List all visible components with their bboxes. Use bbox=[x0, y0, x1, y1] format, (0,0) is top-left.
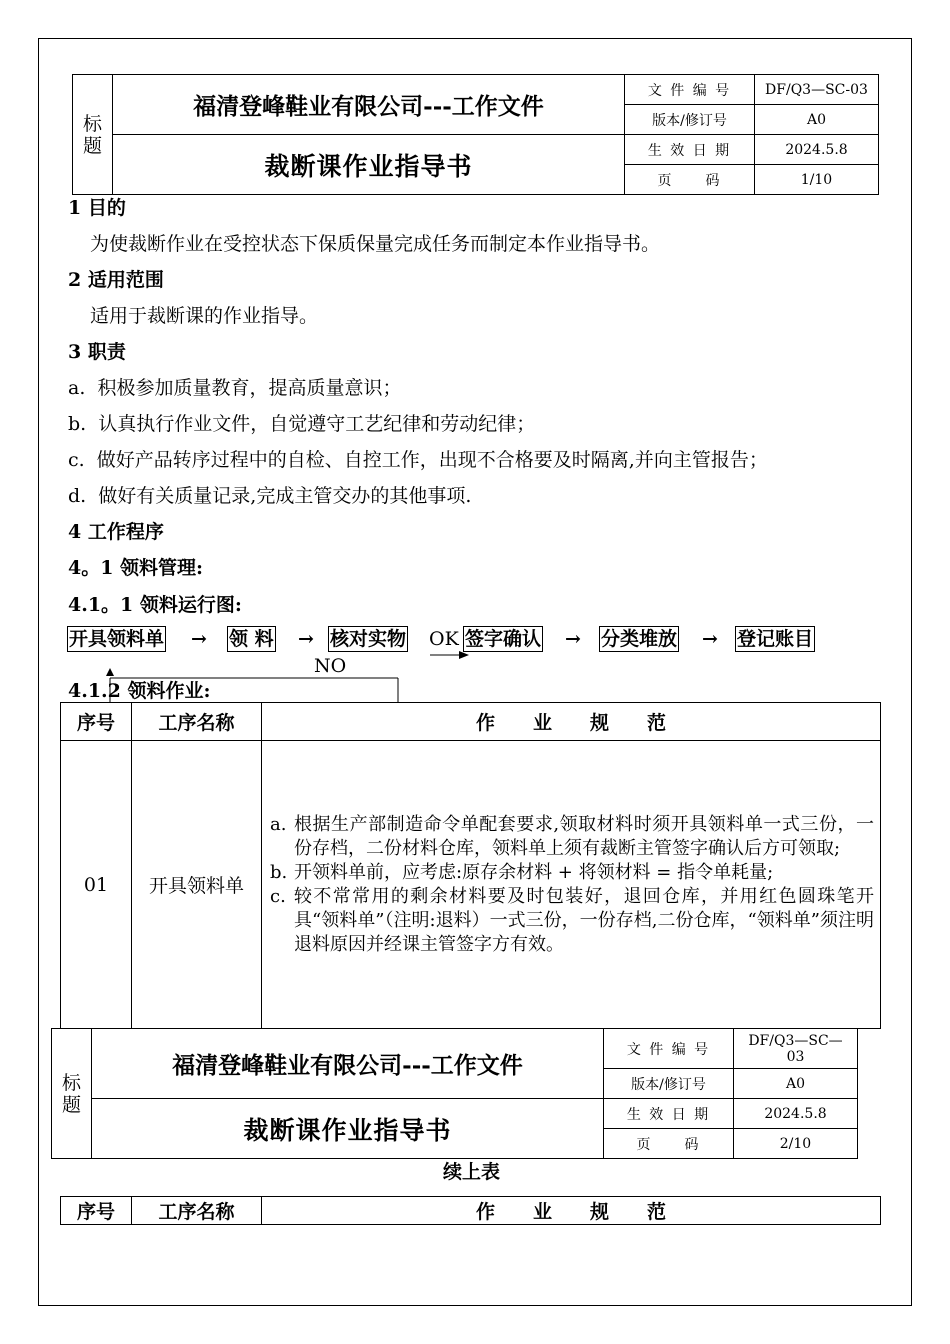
duty-text: 认真执行作业文件，自觉遵守工艺纪律和劳动纪律； bbox=[98, 413, 536, 435]
table-header-row bbox=[61, 703, 881, 741]
work-spec-table-continued bbox=[60, 1196, 881, 1225]
col-header-process: 工序名称 bbox=[132, 703, 262, 741]
company-suffix: ---工作文件 bbox=[402, 1052, 523, 1079]
col-header-no: 序号 bbox=[61, 703, 132, 741]
doc-no-label: 文 件 编 号 bbox=[625, 75, 755, 105]
flow-arrow-4: → bbox=[702, 628, 718, 650]
flow-ok-label: OK bbox=[429, 628, 459, 650]
title-label-char-1: 标 bbox=[61, 1071, 81, 1094]
flow-no-label: NO bbox=[314, 655, 347, 677]
duty-mark: d. bbox=[68, 485, 87, 507]
page-label: 页 码 bbox=[604, 1129, 734, 1159]
section-4-1-2-heading: 4.1.2 领料作业: bbox=[68, 680, 211, 702]
document-header-2 bbox=[51, 1028, 858, 1159]
section-2-body: 适用于裁断课的作业指导。 bbox=[90, 305, 319, 327]
title-label-char-1: 标 bbox=[82, 112, 102, 135]
date-value: 2024.5.8 bbox=[755, 135, 879, 165]
spec-mark: a. bbox=[270, 813, 287, 835]
col-header-no: 序号 bbox=[61, 1197, 132, 1225]
flow-arrow-2: → bbox=[298, 628, 314, 650]
company-name-cell bbox=[92, 1029, 604, 1099]
col-header-process: 工序名称 bbox=[132, 1197, 262, 1225]
flow-step-verify-goods: 核对实物 bbox=[330, 628, 407, 650]
flow-step-sort-stack: 分类堆放 bbox=[601, 628, 678, 650]
page-value: 1/10 bbox=[755, 165, 879, 195]
title-label-cell bbox=[52, 1029, 92, 1159]
col-header-spec: 作 业 规 范 bbox=[262, 1197, 881, 1225]
duty-text: 积极参加质量教育，提高质量意识； bbox=[97, 377, 402, 399]
table-header-row bbox=[61, 1197, 881, 1225]
flow-step-record-ledger: 登记账目 bbox=[737, 628, 814, 650]
version-value: A0 bbox=[734, 1069, 858, 1099]
spec-item-b bbox=[270, 861, 874, 885]
doc-no-label: 文 件 编 号 bbox=[604, 1029, 734, 1069]
date-label: 生 效 日 期 bbox=[604, 1099, 734, 1129]
spec-item-a bbox=[270, 813, 874, 861]
continued-label: 续上表 bbox=[443, 1161, 501, 1183]
duty-mark: c. bbox=[68, 449, 85, 471]
row-no: 01 bbox=[61, 741, 132, 1029]
duty-mark: a. bbox=[68, 377, 86, 399]
section-4-heading: 4 工作程序 bbox=[68, 521, 164, 543]
section-1-heading: 1 目的 bbox=[68, 197, 126, 219]
doc-no-value: DF/Q3—SC-03 bbox=[755, 75, 879, 105]
version-label: 版本/修订号 bbox=[625, 105, 755, 135]
date-label: 生 效 日 期 bbox=[625, 135, 755, 165]
flow-arrow-1: → bbox=[191, 628, 207, 650]
page-value: 2/10 bbox=[734, 1129, 858, 1159]
spec-text: 较不常常用的剩余材料要及时包装好，退回仓库，并用红色圆珠笔开具“领料单”（注明:退料）一式三份，一份存档,二份仓库，“领料单”须注明退料原因并经课主管签字方有效。 bbox=[294, 885, 874, 955]
col-header-spec: 作 业 规 范 bbox=[262, 703, 881, 741]
section-4-1-heading: 4。1 领料管理: bbox=[68, 557, 204, 579]
document-title: 裁断课作业指导书 bbox=[113, 135, 625, 195]
duty-text: 做好有关质量记录,完成主管交办的其他事项. bbox=[98, 485, 472, 507]
doc-no-value: DF/Q3—SC—03 bbox=[734, 1029, 858, 1069]
section-3-heading: 3 职责 bbox=[68, 341, 126, 363]
duty-mark: b. bbox=[68, 413, 87, 435]
title-label-char-2: 题 bbox=[61, 1093, 81, 1116]
section-4-1-1-heading: 4.1。1 领料运行图: bbox=[68, 594, 242, 616]
company-suffix: ---工作文件 bbox=[423, 93, 544, 120]
company-name: 福清登峰鞋业有限公司 bbox=[172, 1052, 403, 1079]
work-spec-table bbox=[60, 702, 881, 1029]
page-label: 页 码 bbox=[625, 165, 755, 195]
row-process-name: 开具领料单 bbox=[132, 741, 262, 1029]
document-title: 裁断课作业指导书 bbox=[92, 1099, 604, 1159]
duty-text: 做好产品转序过程中的自检、自控工作，出现不合格要及时隔离,并向主管报告； bbox=[96, 449, 768, 471]
title-label-char-2: 题 bbox=[82, 134, 102, 157]
company-name: 福清登峰鞋业有限公司 bbox=[193, 93, 424, 120]
spec-text: 根据生产部制造命令单配套要求,领取材料时须开具领料单一式三份，一份存档，二份材料仓库，领料单上须有裁断主管签字确认后方可领取; bbox=[294, 813, 874, 859]
spec-text: 开领料单前，应考虑:原存余材料 + 将领材料 = 指令单耗量; bbox=[294, 861, 774, 883]
flow-step-sign-confirm: 签字确认 bbox=[465, 628, 542, 650]
table-row bbox=[61, 741, 881, 1029]
spec-mark: c. bbox=[270, 885, 286, 907]
version-value: A0 bbox=[755, 105, 879, 135]
flow-step-issue-requisition: 开具领料单 bbox=[69, 628, 165, 650]
date-value: 2024.5.8 bbox=[734, 1099, 858, 1129]
section-2-heading: 2 适用范围 bbox=[68, 269, 164, 291]
section-1-body: 为使裁断作业在受控状态下保质保量完成任务而制定本作业指导书。 bbox=[90, 233, 661, 255]
loop-arrowhead-up bbox=[106, 668, 114, 676]
flow-arrow-3: → bbox=[565, 628, 581, 650]
spec-item-c bbox=[270, 885, 874, 957]
row-spec bbox=[262, 741, 881, 1029]
version-label: 版本/修订号 bbox=[604, 1069, 734, 1099]
spec-mark: b. bbox=[270, 861, 288, 883]
flow-step-collect-material: 领 料 bbox=[229, 628, 274, 650]
